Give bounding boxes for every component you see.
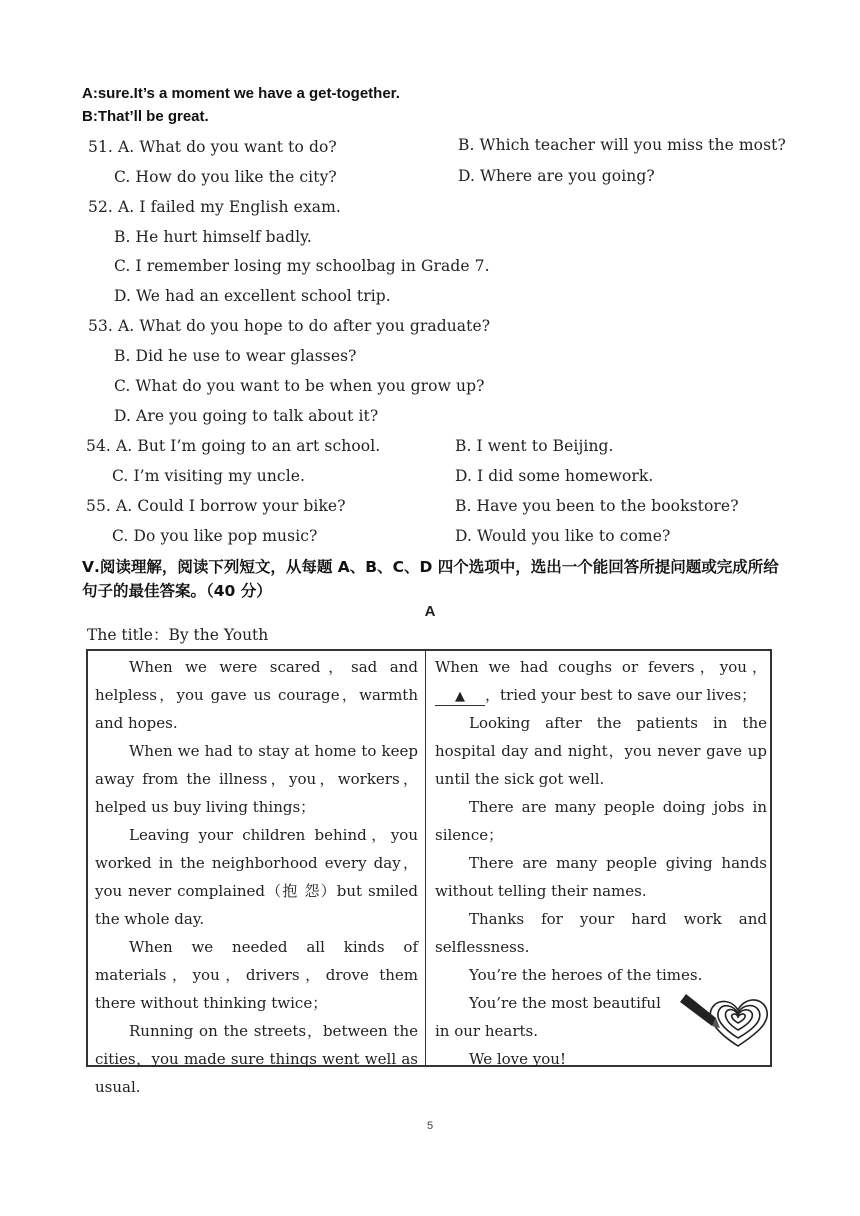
q54-option-b: B. I went to Beijing. xyxy=(455,437,614,455)
passage-letter: A xyxy=(424,603,436,620)
q54-option-c: C. I’m visiting my uncle. xyxy=(112,467,306,485)
q52-option-b: B. He hurt himself badly. xyxy=(114,228,312,246)
q51-option-d: D. Where are you going? xyxy=(458,167,655,185)
q54-option-d: D. I did some homework. xyxy=(455,467,654,485)
poem-right-tail: We love you! xyxy=(469,1050,566,1068)
dialog-line-b: B:That’ll be great. xyxy=(82,108,209,125)
q52-option-a: 52. A. I failed my English exam. xyxy=(88,198,341,216)
q55-option-c: C. Do you like pop music? xyxy=(112,527,318,545)
heart-pen-illustration xyxy=(676,988,774,1052)
q55-option-d: D. Would you like to come? xyxy=(455,527,671,545)
poem-right-first-text: When we had coughs or fevers，you， xyxy=(435,658,767,676)
q51-option-c: C. How do you like the city? xyxy=(114,168,337,186)
q51-option-a: 51. A. What do you want to do? xyxy=(88,138,337,156)
poem-box xyxy=(86,649,772,1096)
poem-right-stanza: You’re the most beautiful xyxy=(469,994,661,1012)
q55-option-a: 55. A. Could I borrow your bike? xyxy=(86,497,346,515)
section-heading: Ⅴ.阅读理解，阅读下列短文，从每题 A、B、C、D 四个选项中，选出一个能回答所提问题或完成所给句子的最佳答案。（40 分） xyxy=(82,558,779,600)
q52-option-c: C. I remember losing my schoolbag in Grade 7. xyxy=(114,257,490,275)
poem-left-stanza: Leaving your children behind，you worked in the neighborhood every day，you never complained（抱 怨）but smiled the whole day. xyxy=(95,826,418,928)
q54-option-a: 54. A. But I’m going to an art school. xyxy=(86,437,381,455)
poem-right-stanza xyxy=(435,653,767,709)
q53-option-c: C. What do you want to be when you grow up? xyxy=(114,377,485,395)
poem-right-stanza: Thanks for your hard work and selflessness. xyxy=(435,910,767,956)
q53-option-b: B. Did he use to wear glasses? xyxy=(114,347,357,365)
poem-left-stanza: Running on the streets，between the cities，you made sure things went well as usual. xyxy=(95,1022,418,1096)
poem-right-stanza: You’re the heroes of the times. xyxy=(469,966,703,984)
poem-left-column xyxy=(95,653,418,1101)
dialog-line-a: A:sure.It’s a moment we have a get-together. xyxy=(82,85,400,102)
poem-left-stanza: When we needed all kinds of materials，you，drivers，drove them there without thinking twice； xyxy=(95,938,418,1012)
q51-option-b: B. Which teacher will you miss the most? xyxy=(458,136,786,154)
q55-option-b: B. Have you been to the bookstore? xyxy=(455,497,739,515)
q53-option-d: D. Are you going to talk about it? xyxy=(114,407,379,425)
column-divider xyxy=(425,651,426,1065)
poem-left-stanza: When we had to stay at home to keep away from the illness，you，workers，helped us buy living things； xyxy=(95,742,418,816)
q53-option-a: 53. A. What do you hope to do after you graduate? xyxy=(88,317,491,335)
page-number: 5 xyxy=(426,1120,434,1132)
poem-right-stanza: Looking after the patients in the hospital day and night，you never gave up until the sick got well. xyxy=(435,714,767,788)
poem-right-first-text-after: ，tried your best to save our lives； xyxy=(485,686,757,704)
poem-right-tail: in our hearts. xyxy=(435,1022,539,1040)
poem-left-stanza: When we were scared，sad and helpless，you gave us courage，warmth and hopes. xyxy=(95,658,418,732)
poem-right-stanza: There are many people doing jobs in silence； xyxy=(435,798,767,844)
q52-option-d: D. We had an excellent school trip. xyxy=(114,287,391,305)
passage-title: The title：By the Youth xyxy=(87,626,269,644)
poem-right-stanza: There are many people giving hands without telling their names. xyxy=(435,854,767,900)
answer-blank: ▲ xyxy=(435,689,485,706)
